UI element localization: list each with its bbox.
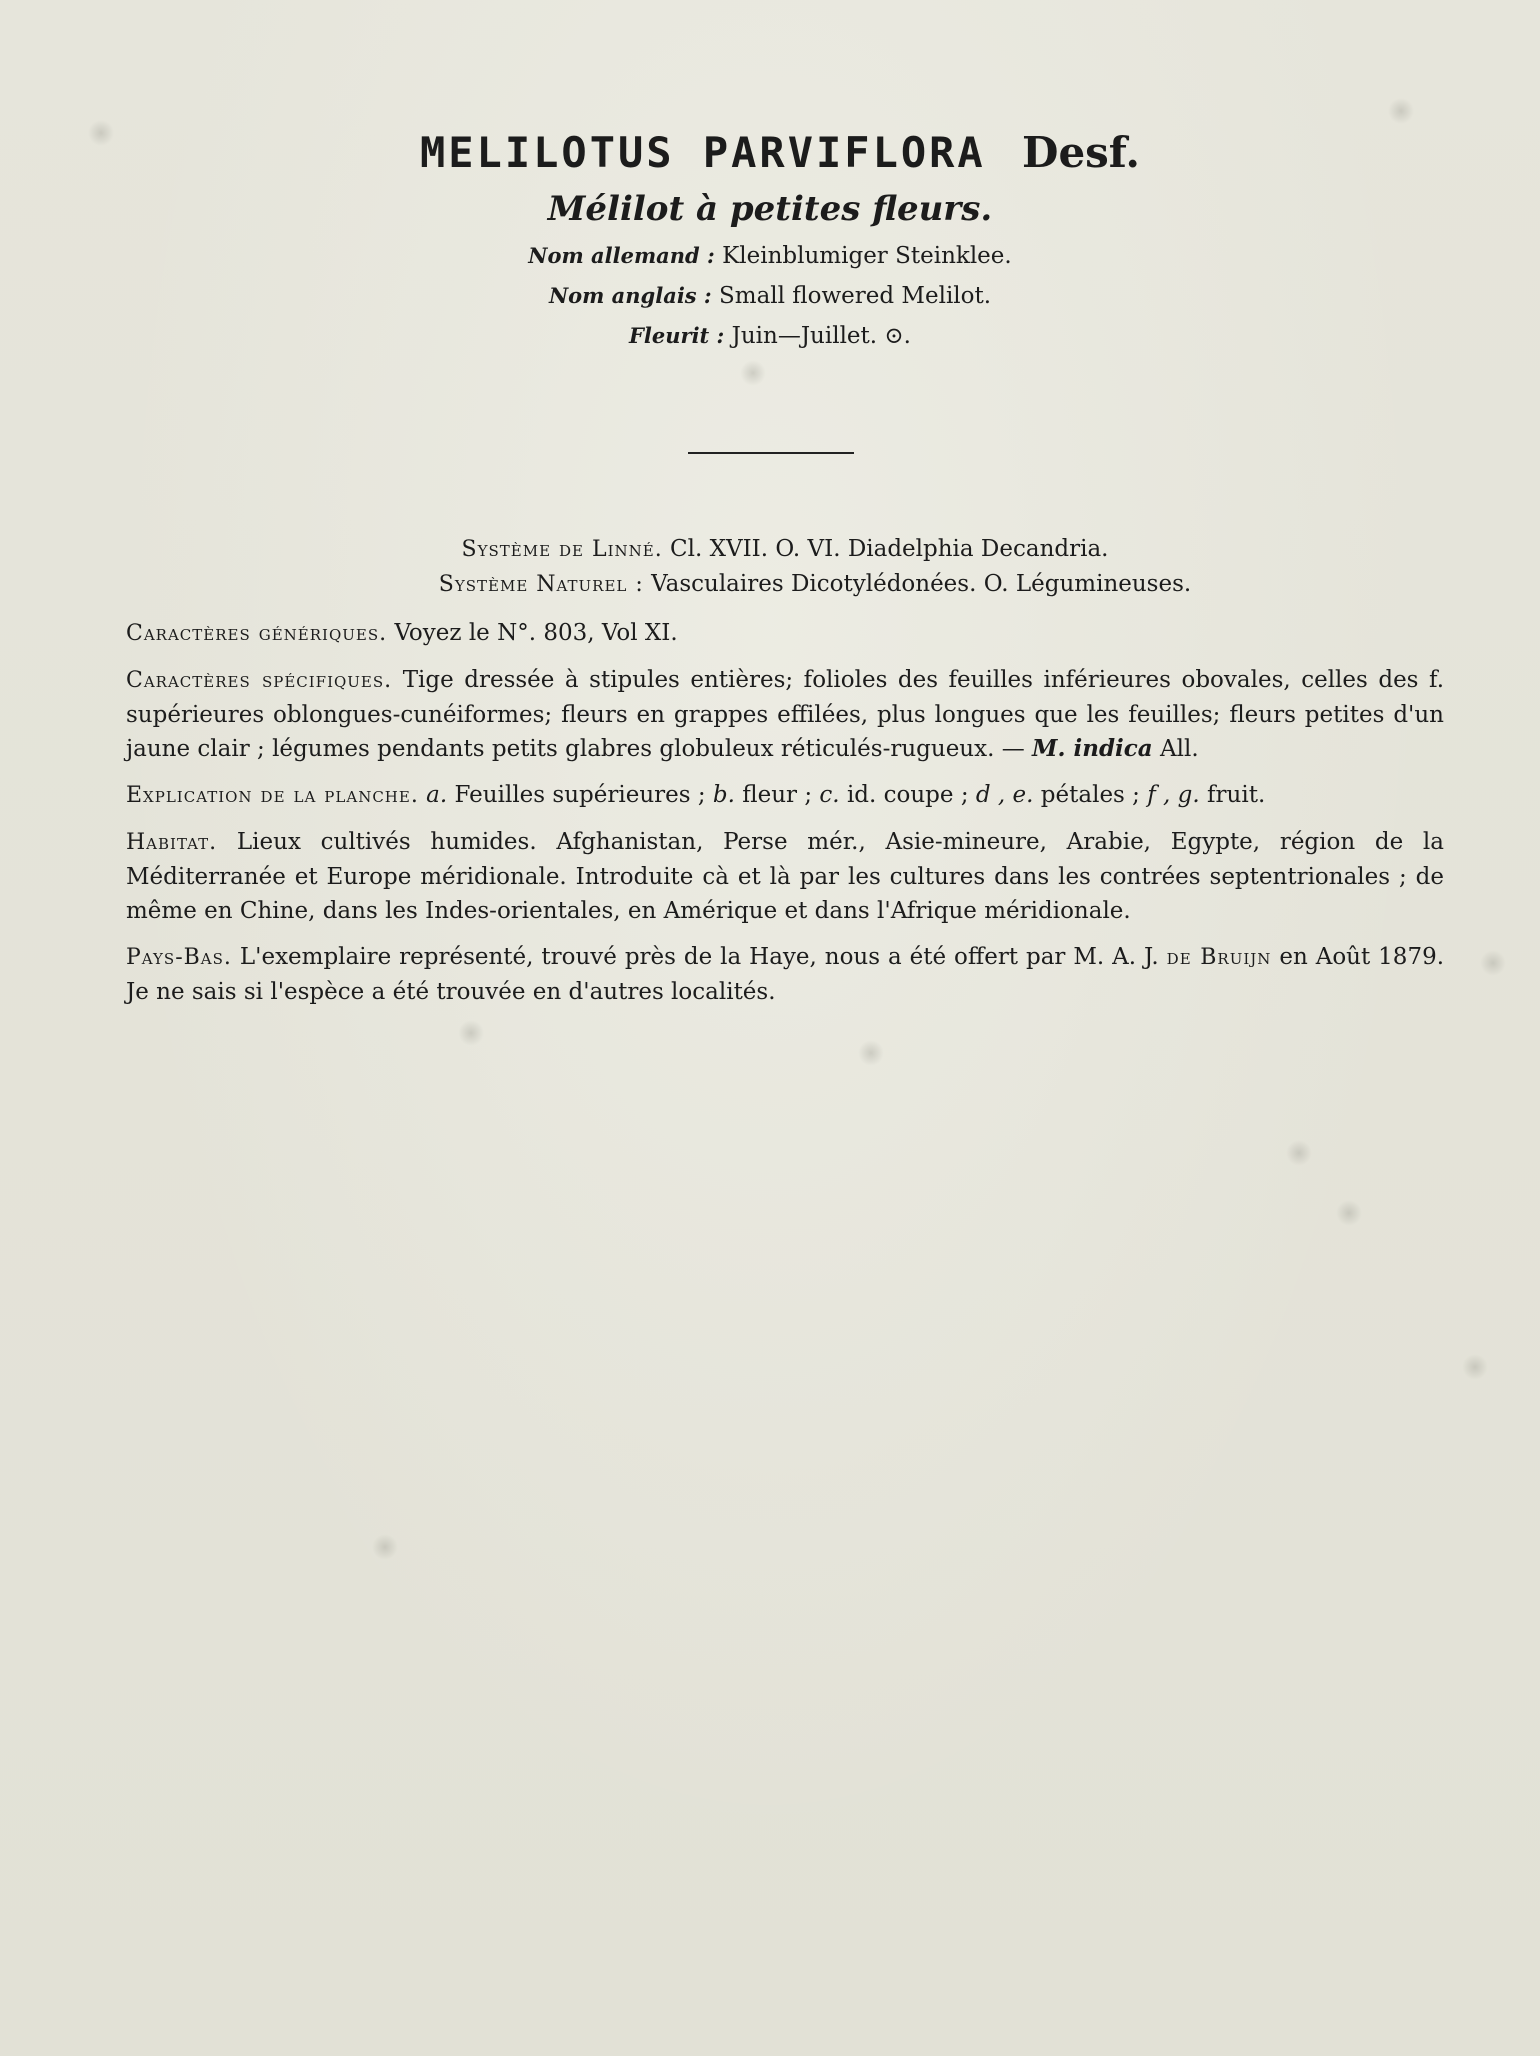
paper-spot [740, 360, 766, 386]
habitat-paragraph [126, 825, 1444, 928]
plate-key-a: a. [426, 782, 448, 808]
divider-rule [688, 452, 854, 454]
generic-characters-text: Voyez le N°. 803, Vol XI. [394, 620, 678, 646]
linne-system-label: Système de Linné. [461, 537, 663, 562]
plate-key-fg: f , g. [1147, 782, 1200, 808]
german-name-label: Nom allemand : [528, 243, 715, 268]
paper-spot [1462, 1354, 1488, 1380]
paper-spot [458, 1020, 484, 1046]
plate-key-b: b. [712, 782, 735, 808]
plate-explanation [126, 778, 1444, 813]
generic-characters-label: Caractères génériques. [126, 621, 388, 646]
generic-characters [126, 616, 1444, 651]
flowering-value: Juin—Juillet. ⊙. [731, 323, 911, 349]
specific-characters-text: Tige dressée à stipules entières; folioles des feuilles inférieures obovales, celles des f. supérieures oblongues-cunéiformes; fleurs en grappes effilées, plus longues que les feuilles; fleurs petites d'un jaune clair ; légumes pendants petits glabres globuleux réticulés-rugueux. — [126, 667, 1445, 762]
plate-explanation-label: Explication de la planche. [126, 783, 419, 808]
species-author: Desf. [1022, 128, 1140, 177]
german-name-value: Kleinblumiger Steinklee. [722, 243, 1012, 269]
natural-system-value: Vasculaires Dicotylédonées. O. Légumineuses. [651, 571, 1192, 597]
english-name-value: Small flowered Melilot. [719, 283, 992, 309]
habitat-label: Habitat. [126, 830, 218, 855]
paysbas-label: Pays-Bas. [126, 945, 232, 970]
plate-key-a-text: Feuilles supérieures ; [454, 782, 706, 808]
specific-characters-label: Caractères spécifiques. [126, 668, 393, 693]
habitat-text: Lieux cultivés humides. Afghanistan, Perse mér., Asie-mineure, Arabie, Egypte, région de la Méditerranée et Europe méridionale. Introduite cà et là par les cultures dans les contrées septentrionales ; de même en Chine, dans les Indes-orientales, en Amérique et dans l'Afrique méridionale. [126, 829, 1444, 924]
plate-key-c-text: id. coupe ; [846, 782, 969, 808]
english-name-label: Nom anglais : [548, 283, 712, 308]
german-name-line [0, 243, 1540, 269]
species-name: MELILOTUS PARVIFLORA [419, 128, 986, 177]
flowering-line [0, 323, 1540, 349]
specific-synonym: M. indica [1032, 735, 1153, 762]
paper-spot [1480, 950, 1506, 976]
plate-key-fg-text: fruit. [1207, 782, 1266, 808]
flowering-label: Fleurit : [628, 323, 725, 348]
plate-key-de-text: pétales ; [1040, 782, 1140, 808]
paysbas-paragraph [126, 940, 1444, 1009]
natural-system-label: Système Naturel : [438, 572, 644, 597]
natural-system-line [126, 567, 1444, 602]
paper-spot [1336, 1200, 1362, 1226]
plate-key-c: c. [819, 782, 840, 808]
plate-key-de: d , e. [975, 782, 1034, 808]
linne-system-line [126, 532, 1444, 567]
donor-name: de Bruijn [1166, 945, 1272, 970]
description-body [126, 532, 1444, 1021]
paper-spot [372, 1534, 398, 1560]
species-title [0, 128, 1540, 177]
species-header [0, 128, 1540, 349]
paper-spot [858, 1040, 884, 1066]
paper-spot [1388, 98, 1414, 124]
paper-spot [1286, 1140, 1312, 1166]
linne-system-value: Cl. XVII. O. VI. Diadelphia Decandria. [670, 536, 1109, 562]
specific-characters [126, 663, 1444, 766]
english-name-line [0, 283, 1540, 309]
specific-synonym-author: All. [1160, 736, 1199, 762]
french-name: Mélilot à petites fleurs. [547, 189, 993, 229]
plate-key-b-text: fleur ; [742, 782, 813, 808]
paysbas-text-before: L'exemplaire représenté, trouvé près de la Haye, nous a été offert par M. A. J. [239, 944, 1159, 970]
paysbas-text-after: en Août 1879. Je ne sais si l'espèce a été trouvée en d'autres localités. [126, 944, 1445, 1005]
